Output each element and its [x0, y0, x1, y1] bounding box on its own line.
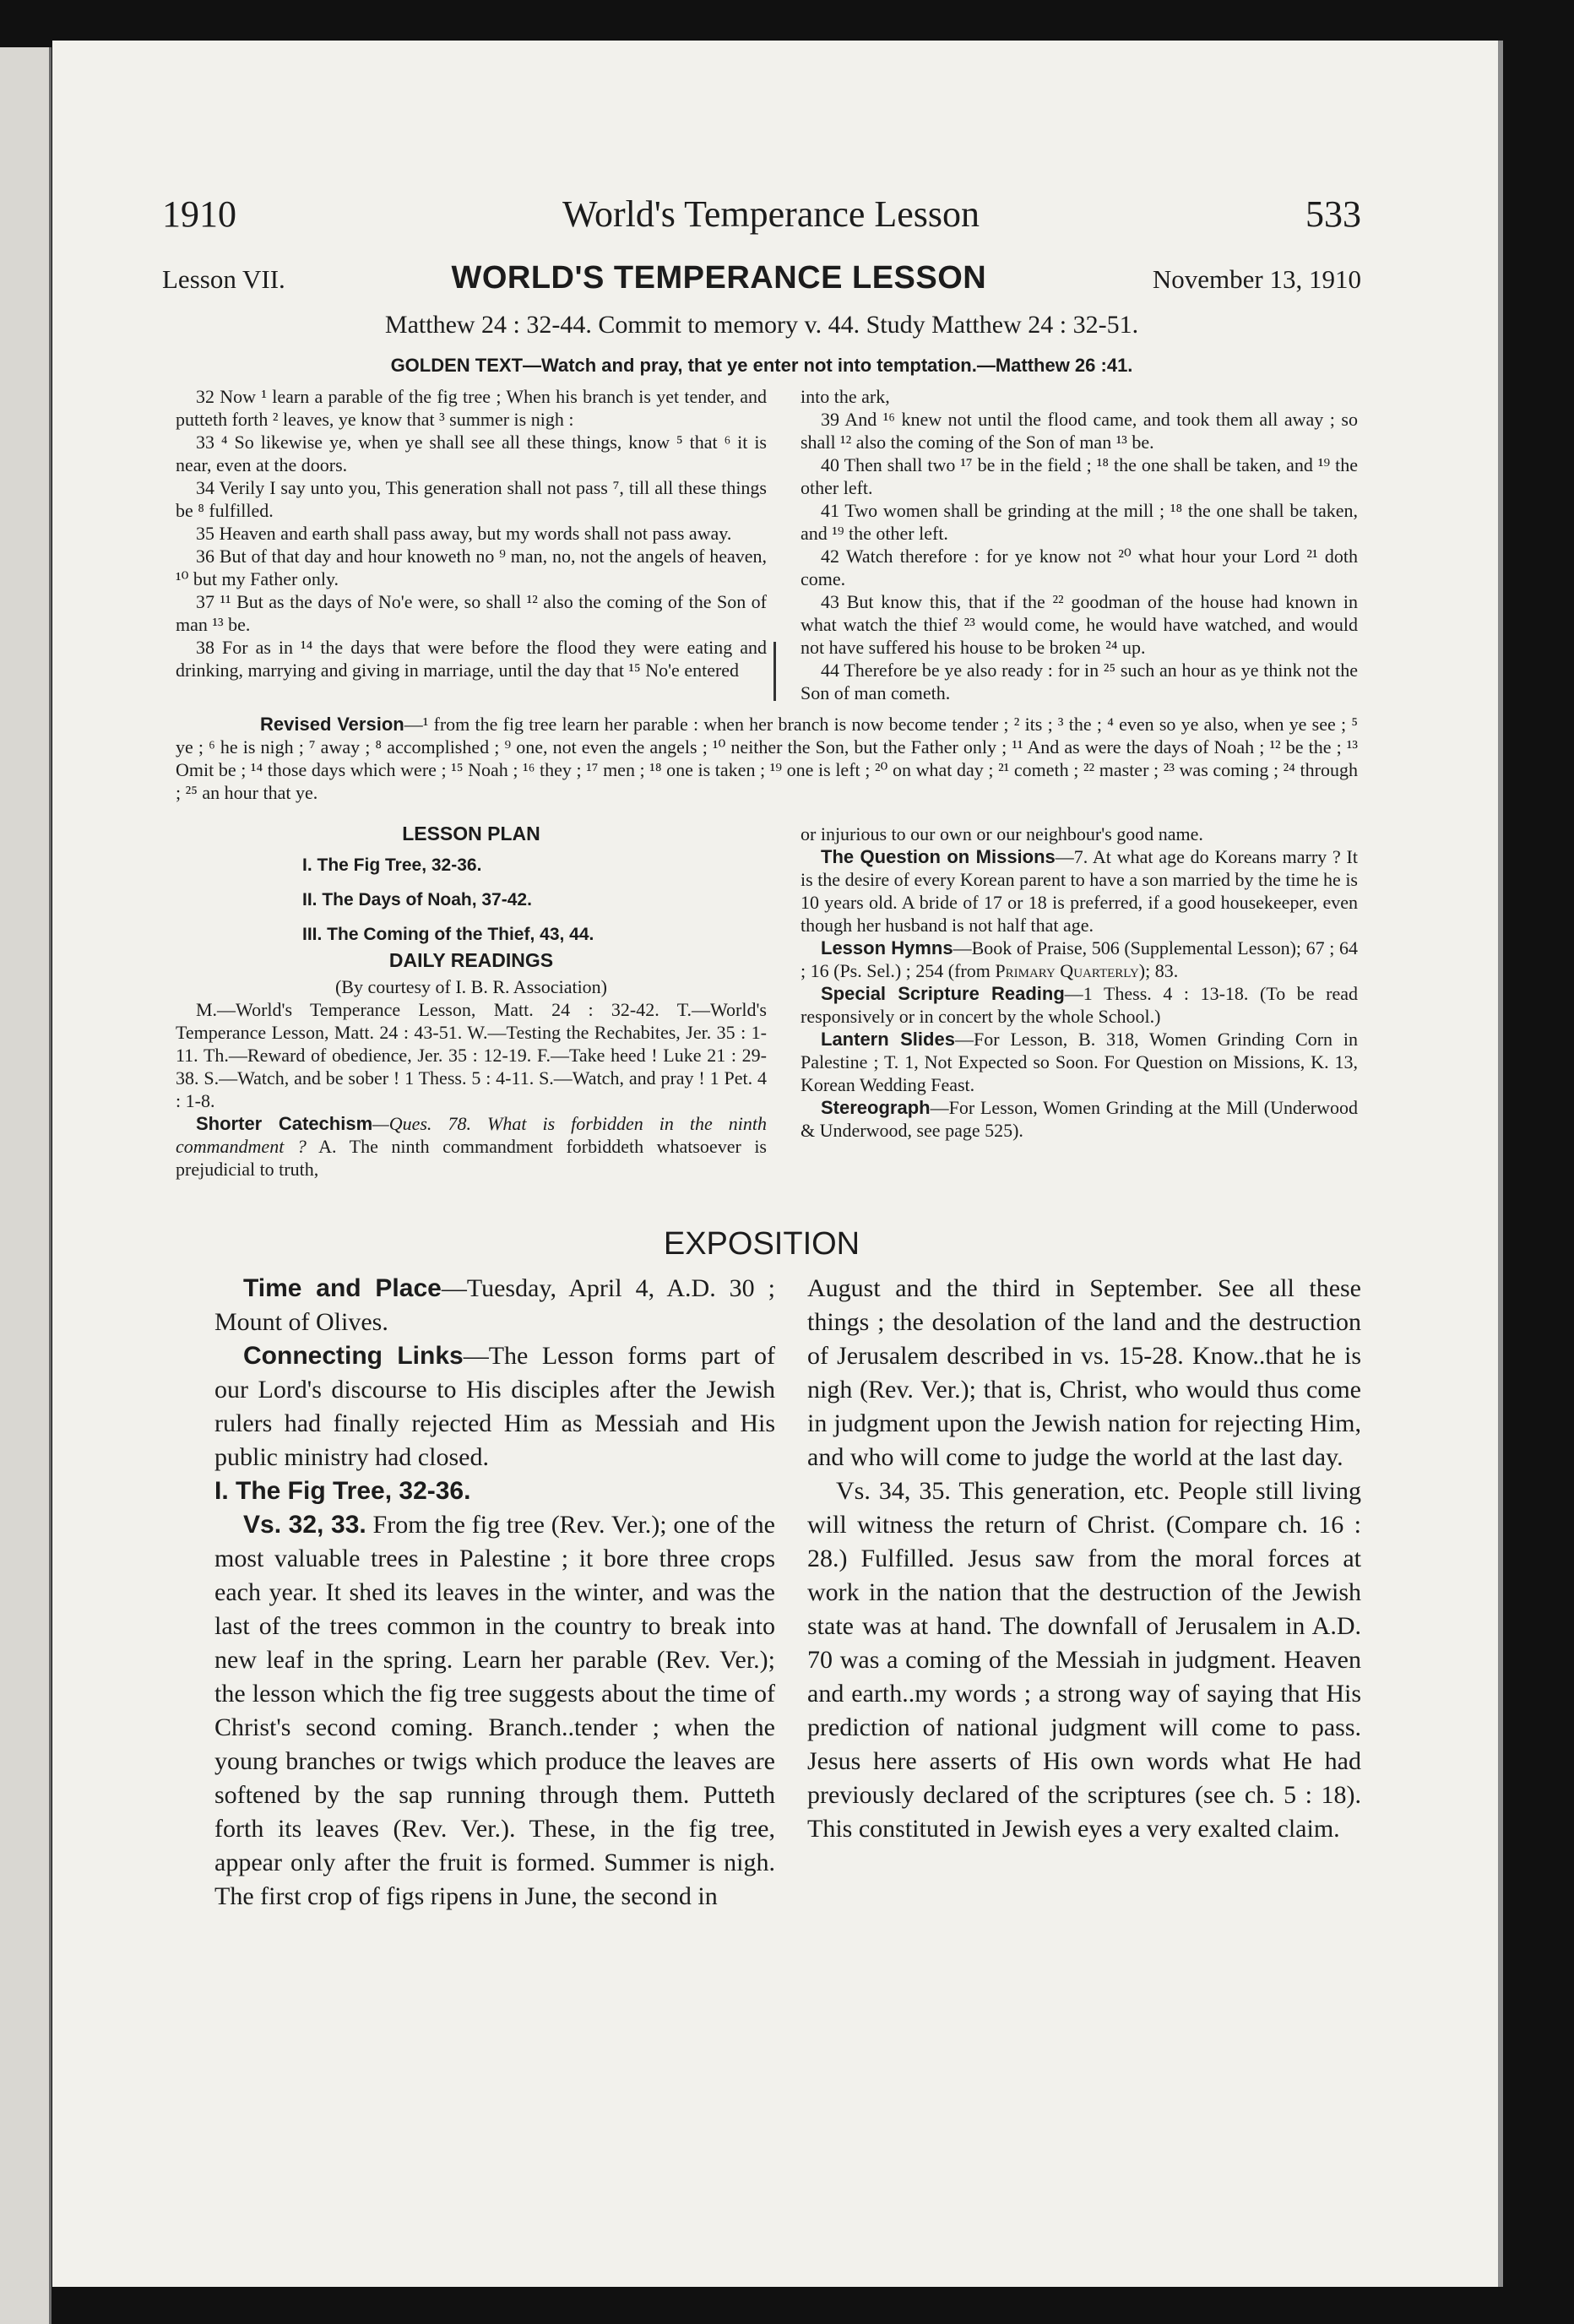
verse: 40 Then shall two ¹⁷ be in the field ; ¹⁸ the one shall be taken, and ¹⁹ the other left. — [801, 454, 1358, 498]
verse: 34 Verily I say unto you, This generation shall not pass ⁷, till all these things be ⁸ fulfilled. — [176, 477, 767, 521]
verse: 39 And ¹⁶ knew not until the flood came, and took them all away ; so shall ¹² also the coming of the Son of man ¹³ be. — [801, 409, 1358, 453]
header-page-number: 533 — [1305, 193, 1361, 235]
shorter-catechism — [176, 1112, 767, 1181]
vs32-label: Vs. 32, 33. — [243, 1511, 366, 1539]
hymns-label: Lesson Hymns — [821, 937, 953, 958]
hymns-text: —Book of Praise, 506 (Supplemental Lesson); 67 ; 64 ; 16 (Ps. Sel.) ; 254 (from — [801, 937, 1358, 981]
slides-label: Lantern Slides — [821, 1029, 955, 1050]
stereograph — [801, 1096, 1358, 1142]
exposition-right-column — [807, 1272, 1361, 1846]
section-heading: I. The Fig Tree, 32-36. — [214, 1477, 471, 1505]
verse-comment — [214, 1508, 775, 1914]
shorter-catechism-label: Shorter Catechism — [196, 1113, 373, 1134]
missions-question — [801, 845, 1358, 937]
lesson-date: November 13, 1910 — [1152, 264, 1361, 294]
verse: 43 But know this, that if the ²² goodman of the house had known in what watch the thief ²³ would come, he would have watched, and would not have suffered his house to be broken ²⁴ up. — [801, 591, 1358, 658]
lesson-plan-item: I. The Fig Tree, 32-36. — [302, 855, 482, 875]
verse: 32 Now ¹ learn a parable of the fig tree ; When his branch is yet tender, and putteth forth ² leaves, ye know that ³ summer is nigh : — [176, 386, 767, 430]
hymns-end: ); 83. — [1138, 960, 1179, 981]
lesson-plan — [176, 823, 767, 958]
verse-continuation: into the ark, — [801, 386, 890, 407]
scripture-right-column — [801, 385, 1358, 704]
links-label: Connecting Links — [243, 1342, 464, 1370]
shorter-catechism-answer: A. The ninth commandment forbiddeth whatsoever is prejudicial to truth, — [176, 1136, 767, 1180]
lesson-title: WORLD'S TEMPERANCE LESSON — [451, 260, 987, 296]
verse: 38 For as in ¹⁴ the days that were before the flood they were eating and drinking, marrying and giving in marriage, until the day that ¹⁵ No'e entered — [176, 637, 767, 681]
verse: 42 Watch therefore : for ye know not ²⁰ what hour your Lord ²¹ doth come. — [801, 546, 1358, 589]
verse-bracket — [773, 642, 776, 701]
shorter-catechism-question: —Ques. 78. What is forbidden in the ninth commandment ? — [176, 1113, 767, 1157]
links-text: —The Lesson forms part of our Lord's discourse to His disciples after the Jewish rulers had finally rejected Him as Messiah and His public ministry had closed. — [214, 1342, 775, 1471]
hymns-smallcaps: Primary Quarterly — [995, 960, 1139, 981]
missions-text: —7. At what age do Koreans marry ? It is the desire of every Korean parent to have a son married by the time he is 10 years old. A bride of 17 or 18 is preferred, if a good housekeeper, even though her husband is not half that age. — [801, 846, 1359, 936]
lantern-slides — [801, 1028, 1358, 1096]
reading-label: Special Scripture Reading — [821, 983, 1065, 1004]
daily-readings — [176, 949, 767, 1181]
verse-comment — [807, 1474, 1361, 1846]
running-header — [162, 193, 1361, 252]
lesson-plan-item: II. The Days of Noah, 37-42. — [302, 890, 532, 910]
slides-text: —For Lesson, B. 318, Women Grinding Corn in Palestine ; T. 1, Not Expected so Soon. For Question on Missions, K. 13, Korean Wedding Feast. — [801, 1029, 1358, 1095]
exposition-left-column — [214, 1272, 775, 1914]
lesson-plan-heading: LESSON PLAN — [402, 823, 540, 844]
verse: 35 Heaven and earth shall pass away, but my words shall not pass away. — [196, 523, 732, 544]
verse: 37 ¹¹ But as the days of No'e were, so shall ¹² also the coming of the Son of man ¹³ be. — [176, 591, 767, 635]
lesson-title-line — [162, 260, 1361, 296]
lesson-notes-right — [801, 823, 1358, 1142]
verse: 33 ⁴ So likewise ye, when ye shall see all these things, know ⁵ that ⁶ it is near, even at the doors. — [176, 432, 767, 475]
exposition-continuation: August and the third in September. See all these things ; the desolation of the land and the destruction of Jerusalem described in vs. 15-28. Know..that he is nigh (Rev. Ver.); that is, Christ, who would thus come in judgment upon the Jewish nation for rejecting Him, and who will come to judge the world at the last day. — [807, 1274, 1361, 1471]
golden-text: GOLDEN TEXT—Watch and pray, that ye enter not into temptation.—Matthew 26 :41. — [390, 355, 1133, 376]
verse: 44 Therefore be ye also ready : for in ²⁵ such an hour as ye think not the Son of man cometh. — [801, 660, 1358, 703]
special-scripture-reading — [801, 982, 1358, 1028]
scripture-left-column — [176, 385, 767, 681]
stereo-text: —For Lesson, Women Grinding at the Mill (Underwood & Underwood, see page 525). — [801, 1097, 1358, 1141]
time-text: —Tuesday, April 4, A.D. 30 ; Mount of Olives. — [214, 1274, 775, 1336]
revised-version-text: —¹ from the fig tree learn her parable : when her branch is now become tender ; ² its ; ³ the ; ⁴ even so ye also, when ye see ; ⁵ ye ; ⁶ he is nigh ; ⁷ away ; ⁸ accomplished ; ⁹ one, not even the angels ; ¹⁰ neither the Son, but the Father only ; ¹¹ And as were the days of Noah ; ¹² be the ; ¹³ Omit be ; ¹⁴ those days which were ; ¹⁵ Noah ; ¹⁶ they ; ¹⁷ men ; ¹⁸ one is taken ; ¹⁹ one is left ; ²⁰ on what day ; ²¹ cometh ; ²² master ; ²³ was coming ; ²⁴ through ; ²⁵ an hour that ye. — [176, 714, 1358, 803]
exposition-heading: EXPOSITION — [663, 1226, 860, 1262]
time-label: Time and Place — [243, 1274, 442, 1302]
lesson-reference: Matthew 24 : 32-44. Commit to memory v. 44. Study Matthew 24 : 32-51. — [384, 311, 1139, 339]
vs34-text: This generation, etc. People still living will witness the return of Christ. (Compare ch. 16 : 28.) Fulfilled. Jesus saw from the moral forces at work in the nation that the destruction of the Jewish state was at hand. The downfall of Jerusalem in A.D. 70 was a coming of the Messiah in judgment. Heaven and earth..my words ; a strong way of saying that His prediction of national judgment will come to pass. Jesus here asserts of His own words what He had previously declared of the scriptures (see ch. 5 : 18). This constituted in Jewish eyes a very exalted claim. — [807, 1477, 1362, 1843]
time-and-place — [214, 1272, 775, 1339]
header-running-title: World's Temperance Lesson — [562, 193, 980, 235]
verse: 41 Two women shall be grinding at the mill ; ¹⁸ the one shall be taken, and ¹⁹ the other left. — [801, 500, 1358, 544]
verse: 36 But of that day and hour knoweth no ⁹ man, no, not the angels of heaven, ¹⁰ but my Father only. — [176, 546, 767, 589]
catechism-continuation: or injurious to our own or our neighbour's good name. — [801, 823, 1203, 844]
missions-label: The Question on Missions — [821, 846, 1056, 867]
stereo-label: Stereograph — [821, 1097, 931, 1118]
vs34-label: Vs. 34, 35. — [836, 1477, 951, 1505]
reading-text: —1 Thess. 4 : 13-18. (To be read responsively or in concert by the whole School.) — [801, 983, 1358, 1027]
connecting-links — [214, 1339, 775, 1474]
daily-readings-heading: DAILY READINGS — [388, 949, 554, 971]
vs32-text: From the fig tree (Rev. Ver.); one of the most valuable trees in Palestine ; it bore three crops each year. It shed its leaves in the winter, and was the last of the trees common in the country to break into new leaf in the spring. Learn her parable (Rev. Ver.); the lesson which the fig tree suggests about the time of Christ's second coming. Branch..tender ; when the young branches or twigs which produce the leaves are softened by the sap running through them. Putteth forth its leaves (Rev. Ver.). These, in the fig tree, appear only after the fruit is formed. Summer is nigh. The first crop of figs ripens in June, the second in — [214, 1511, 776, 1910]
header-year: 1910 — [162, 193, 236, 235]
daily-readings-courtesy: (By courtesy of I. B. R. Association) — [334, 976, 608, 997]
revised-version-label: Revised Version — [260, 714, 404, 735]
daily-readings-text: M.—World's Temperance Lesson, Matt. 24 : 32-42. T.—World's Temperance Lesson, Matt. 24 : 43-51. W.—Testing the Rechabites, Jer. 35 : 1-11. Th.—Reward of obedience, Jer. 35 : 12-19. F.—Take heed ! Luke 21 : 29-38. S.—Watch, and be sober ! 1 Thess. 5 : 4-11. S.—Watch, and pray ! 1 Pet. 4 : 1-8. — [176, 999, 767, 1111]
revised-version-notes — [176, 713, 1358, 804]
previous-page-edge — [0, 47, 52, 2324]
lesson-plan-item: III. The Coming of the Thief, 43, 44. — [302, 925, 594, 944]
lesson-hymns — [801, 937, 1358, 982]
lesson-number: Lesson VII. — [162, 264, 285, 294]
